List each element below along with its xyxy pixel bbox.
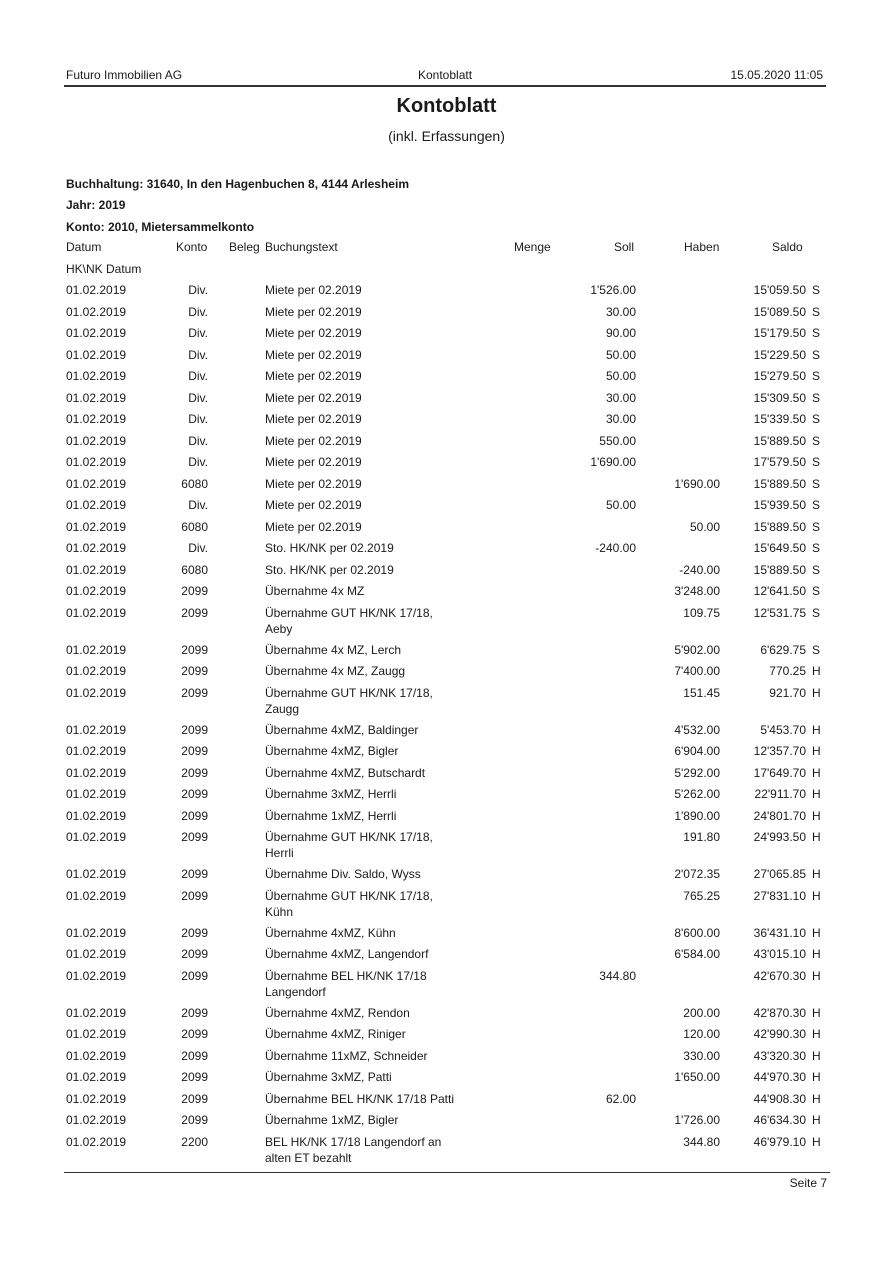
row-date: 01.02.2019 [66, 541, 127, 555]
row-buchungstext: Übernahme 4x MZ, Lerch [265, 642, 402, 657]
row-buchungstext [265, 888, 475, 920]
col-header-menge: Menge [514, 240, 551, 254]
row-buchungstext: Sto. HK/NK per 02.2019 [265, 562, 394, 577]
row-saldo-side: S [812, 390, 821, 405]
row-saldo-side: S [812, 476, 821, 491]
col-header-datum: Datum [66, 240, 102, 254]
row-saldo-side: S [812, 541, 821, 555]
col-header-saldo: Saldo [772, 240, 803, 254]
row-haben: 4'532.00 [674, 722, 720, 737]
row-buchungstext: Übernahme 4xMZ, Baldinger [265, 722, 419, 737]
table-row [0, 722, 893, 744]
table-row [0, 968, 893, 1005]
table-row [0, 325, 893, 347]
row-saldo-side: H [812, 1113, 821, 1127]
table-row [0, 1005, 893, 1027]
row-soll: -240.00 [595, 541, 636, 555]
row-haben: 5'262.00 [674, 787, 720, 801]
row-saldo: 6'629.75 [760, 642, 806, 657]
row-date: 01.02.2019 [66, 968, 127, 983]
row-saldo: 15'649.50 [753, 541, 806, 555]
table-row [0, 605, 893, 642]
row-date: 01.02.2019 [66, 1113, 127, 1127]
row-konto: 2099 [181, 685, 208, 700]
row-konto: 2099 [181, 664, 208, 678]
row-saldo-side: H [812, 1005, 821, 1020]
row-saldo: 921.70 [769, 685, 806, 700]
row-haben: 344.80 [683, 1134, 720, 1149]
row-saldo-side: H [812, 1070, 821, 1084]
table-row [0, 497, 893, 519]
row-saldo-side: S [812, 519, 821, 534]
row-date: 01.02.2019 [66, 685, 127, 700]
row-saldo: 27'831.10 [753, 888, 806, 903]
row-date: 01.02.2019 [66, 867, 127, 881]
row-saldo: 15'889.50 [753, 433, 806, 448]
row-konto: 2099 [181, 584, 208, 598]
row-saldo: 46'634.30 [753, 1113, 806, 1127]
row-saldo-side: H [812, 685, 821, 700]
row-haben: 3'248.00 [674, 584, 720, 598]
row-konto: Div. [188, 390, 208, 405]
row-buchungstext-line1: BEL HK/NK 17/18 Langendorf an [265, 1134, 442, 1149]
row-saldo-side: H [812, 664, 821, 678]
row-saldo: 15'889.50 [753, 519, 806, 534]
row-konto: 2099 [181, 765, 208, 780]
row-saldo: 15'309.50 [753, 390, 806, 405]
row-saldo-side: H [812, 765, 821, 780]
row-saldo-side: S [812, 562, 821, 577]
row-saldo-side: H [812, 722, 821, 737]
row-date: 01.02.2019 [66, 390, 127, 405]
table-row [0, 765, 893, 787]
row-saldo-side: H [812, 888, 821, 903]
row-saldo-side: S [812, 642, 821, 657]
row-buchungstext-line2: Kühn [265, 904, 294, 919]
row-haben: 151.45 [683, 685, 720, 700]
row-haben: 1'650.00 [674, 1070, 720, 1084]
row-haben: 8'600.00 [674, 925, 720, 940]
table-row [0, 583, 893, 605]
row-saldo-side: H [812, 1091, 821, 1106]
row-konto: 2099 [181, 867, 208, 881]
row-buchungstext: Miete per 02.2019 [265, 347, 362, 362]
row-date: 01.02.2019 [66, 808, 127, 823]
row-buchungstext: Miete per 02.2019 [265, 519, 362, 534]
table-row [0, 1048, 893, 1070]
footer-divider [64, 1172, 830, 1173]
row-haben: 120.00 [683, 1027, 720, 1041]
table-row [0, 663, 893, 685]
row-soll: 62.00 [605, 1091, 636, 1106]
row-buchungstext: Übernahme 4xMZ, Langendorf [265, 947, 429, 961]
row-date: 01.02.2019 [66, 584, 127, 598]
row-buchungstext [265, 968, 475, 1000]
row-haben: -240.00 [679, 562, 720, 577]
row-date: 01.02.2019 [66, 476, 127, 491]
row-buchungstext-line2: Zaugg [265, 701, 300, 716]
row-saldo: 24'993.50 [753, 830, 806, 844]
row-date: 01.02.2019 [66, 744, 127, 758]
row-konto: 2200 [181, 1134, 208, 1149]
row-saldo: 12'357.70 [753, 744, 806, 758]
row-saldo: 15'179.50 [753, 326, 806, 340]
table-row [0, 347, 893, 369]
row-date: 01.02.2019 [66, 1070, 127, 1084]
row-haben: 5'292.00 [674, 765, 720, 780]
row-konto: Div. [188, 455, 208, 469]
row-buchungstext-line2: Herrli [265, 846, 294, 860]
table-row [0, 476, 893, 498]
row-buchungstext-line2: Langendorf [265, 984, 326, 999]
row-saldo: 43'015.10 [753, 947, 806, 961]
table-row [0, 519, 893, 541]
row-saldo: 17'649.70 [753, 765, 806, 780]
row-saldo-side: S [812, 369, 821, 383]
row-buchungstext: Übernahme 4xMZ, Kühn [265, 925, 396, 940]
row-konto: Div. [188, 369, 208, 383]
row-buchungstext [265, 685, 475, 717]
table-row [0, 1112, 893, 1134]
row-saldo-side: H [812, 947, 821, 961]
row-konto: Div. [188, 412, 208, 426]
page-number: Seite 7 [789, 1176, 827, 1190]
row-haben: 50.00 [689, 519, 720, 534]
row-buchungstext: Miete per 02.2019 [265, 433, 362, 448]
row-saldo: 17'579.50 [753, 455, 806, 469]
row-saldo: 42'990.30 [753, 1027, 806, 1041]
row-date: 01.02.2019 [66, 925, 127, 940]
row-konto: Div. [188, 347, 208, 362]
row-saldo: 43'320.30 [753, 1048, 806, 1063]
row-konto: 2099 [181, 830, 208, 844]
table-row [0, 743, 893, 765]
table-row [0, 1134, 893, 1171]
row-konto: Div. [188, 498, 208, 512]
row-buchungstext: Miete per 02.2019 [265, 476, 362, 491]
row-konto: 2099 [181, 722, 208, 737]
row-konto: 2099 [181, 888, 208, 903]
row-buchungstext [265, 605, 475, 637]
table-row [0, 642, 893, 664]
row-date: 01.02.2019 [66, 1134, 127, 1149]
table-row [0, 304, 893, 326]
row-buchungstext-line1: Übernahme GUT HK/NK 17/18, [265, 830, 433, 844]
row-konto: 2099 [181, 605, 208, 620]
ledger-table [0, 282, 893, 1171]
row-konto: Div. [188, 433, 208, 448]
row-buchungstext: Übernahme Div. Saldo, Wyss [265, 867, 421, 881]
row-buchungstext [265, 829, 475, 861]
row-konto: 2099 [181, 787, 208, 801]
row-saldo: 46'979.10 [753, 1134, 806, 1149]
row-buchungstext: Miete per 02.2019 [265, 326, 362, 340]
table-row [0, 888, 893, 925]
row-buchungstext: Miete per 02.2019 [265, 283, 362, 297]
row-buchungstext: Übernahme 3xMZ, Herrli [265, 787, 397, 801]
row-saldo-side: H [812, 830, 821, 844]
row-konto: 2099 [181, 1048, 208, 1063]
row-saldo: 15'229.50 [753, 347, 806, 362]
row-saldo-side: S [812, 455, 821, 469]
table-row [0, 1091, 893, 1113]
row-buchungstext: Miete per 02.2019 [265, 412, 362, 426]
row-haben: 191.80 [683, 830, 720, 844]
row-konto: Div. [188, 283, 208, 297]
row-saldo-side: H [812, 968, 821, 983]
row-buchungstext-line2: alten ET bezahlt [265, 1150, 352, 1165]
header-divider [64, 85, 826, 87]
row-saldo: 770.25 [769, 664, 806, 678]
table-row [0, 946, 893, 968]
table-row [0, 540, 893, 562]
row-saldo-side: S [812, 347, 821, 362]
row-date: 01.02.2019 [66, 347, 127, 362]
row-konto: 6080 [181, 562, 208, 577]
row-saldo: 15'279.50 [753, 369, 806, 383]
row-haben: 200.00 [683, 1005, 720, 1020]
row-buchungstext: Miete per 02.2019 [265, 390, 362, 405]
row-buchungstext-line1: Übernahme GUT HK/NK 17/18, [265, 685, 433, 700]
row-saldo: 15'889.50 [753, 476, 806, 491]
row-saldo-side: H [812, 925, 821, 940]
table-row [0, 786, 893, 808]
row-soll: 30.00 [605, 412, 636, 426]
row-saldo-side: S [812, 584, 821, 598]
row-date: 01.02.2019 [66, 765, 127, 780]
row-konto: Div. [188, 304, 208, 319]
table-row [0, 562, 893, 584]
row-buchungstext: Übernahme 1xMZ, Bigler [265, 1113, 399, 1127]
print-datetime: 15.05.2020 11:05 [730, 68, 823, 82]
row-date: 01.02.2019 [66, 888, 127, 903]
row-date: 01.02.2019 [66, 283, 127, 297]
col-header-haben: Haben [684, 240, 720, 254]
row-haben: 765.25 [683, 888, 720, 903]
row-haben: 5'902.00 [674, 642, 720, 657]
row-buchungstext [265, 1134, 475, 1166]
page-title: Kontoblatt [396, 95, 497, 117]
company-name: Futuro Immobilien AG [66, 68, 183, 82]
row-buchungstext: Übernahme BEL HK/NK 17/18 Patti [265, 1091, 454, 1106]
row-date: 01.02.2019 [66, 1048, 127, 1063]
row-konto: 2099 [181, 1027, 208, 1041]
table-row [0, 866, 893, 888]
row-haben: 330.00 [683, 1048, 720, 1063]
row-saldo: 15'059.50 [753, 283, 806, 297]
row-date: 01.02.2019 [66, 605, 127, 620]
row-saldo-side: S [812, 283, 821, 297]
row-saldo: 12'641.50 [753, 584, 806, 598]
row-saldo: 36'431.10 [753, 925, 806, 940]
konto-info: Konto: 2010, Mietersammelkonto [66, 220, 255, 234]
row-konto: 2099 [181, 968, 208, 983]
row-buchungstext: Übernahme 1xMZ, Herrli [265, 808, 397, 823]
row-saldo-side: S [812, 412, 821, 426]
row-soll: 50.00 [605, 498, 636, 512]
row-date: 01.02.2019 [66, 433, 127, 448]
row-konto: 2099 [181, 808, 208, 823]
row-buchungstext: Übernahme 4xMZ, Rendon [265, 1005, 410, 1020]
row-saldo: 15'939.50 [753, 498, 806, 512]
col-header-beleg: Beleg [229, 240, 260, 254]
row-soll: 550.00 [599, 433, 636, 448]
row-buchungstext: Miete per 02.2019 [265, 304, 362, 319]
row-buchungstext-line1: Übernahme GUT HK/NK 17/18, [265, 605, 433, 620]
row-saldo-side: S [812, 605, 821, 620]
row-buchungstext: Übernahme 4xMZ, Butschardt [265, 765, 426, 780]
row-konto: 2099 [181, 1091, 208, 1106]
row-saldo-side: H [812, 787, 821, 801]
row-saldo: 44'908.30 [753, 1091, 806, 1106]
row-date: 01.02.2019 [66, 304, 127, 319]
row-buchungstext: Übernahme 4x MZ [265, 584, 365, 598]
table-row [0, 808, 893, 830]
row-saldo-side: S [812, 326, 821, 340]
row-haben: 7'400.00 [674, 664, 720, 678]
row-date: 01.02.2019 [66, 947, 127, 961]
row-saldo: 24'801.70 [753, 808, 806, 823]
row-saldo-side: H [812, 1134, 821, 1149]
row-saldo: 44'970.30 [753, 1070, 806, 1084]
row-date: 01.02.2019 [66, 642, 127, 657]
row-saldo: 5'453.70 [760, 722, 806, 737]
row-buchungstext: Übernahme 4xMZ, Bigler [265, 744, 399, 758]
row-haben: 2'072.35 [674, 867, 720, 881]
col-header-soll: Soll [614, 240, 635, 254]
table-row [0, 454, 893, 476]
table-row [0, 411, 893, 433]
row-soll: 50.00 [605, 347, 636, 362]
row-soll: 90.00 [605, 326, 636, 340]
row-date: 01.02.2019 [66, 1005, 127, 1020]
row-konto: Div. [188, 541, 208, 555]
row-buchungstext-line1: Übernahme GUT HK/NK 17/18, [265, 888, 433, 903]
row-date: 01.02.2019 [66, 412, 127, 426]
buchhaltung-info: Buchhaltung: 31640, In den Hagenbuchen 8, 4144 Arlesheim [66, 177, 409, 191]
row-buchungstext: Übernahme 3xMZ, Patti [265, 1070, 392, 1084]
row-date: 01.02.2019 [66, 1091, 127, 1106]
row-soll: 344.80 [599, 968, 636, 983]
row-date: 01.02.2019 [66, 326, 127, 340]
row-buchungstext: Übernahme 4xMZ, Riniger [265, 1027, 406, 1041]
jahr-info: Jahr: 2019 [66, 198, 126, 212]
table-row [0, 925, 893, 947]
row-saldo: 15'889.50 [753, 562, 806, 577]
row-buchungstext: Sto. HK/NK per 02.2019 [265, 541, 394, 555]
row-haben: 6'584.00 [674, 947, 720, 961]
row-konto: 2099 [181, 925, 208, 940]
table-row [0, 1026, 893, 1048]
row-date: 01.02.2019 [66, 787, 127, 801]
row-buchungstext: Miete per 02.2019 [265, 455, 362, 469]
row-date: 01.02.2019 [66, 830, 127, 844]
row-saldo: 22'911.70 [754, 787, 806, 801]
row-saldo: 15'089.50 [753, 304, 806, 319]
row-saldo-side: S [812, 433, 821, 448]
row-date: 01.02.2019 [66, 562, 127, 577]
table-row [0, 433, 893, 455]
row-konto: 2099 [181, 1113, 208, 1127]
row-date: 01.02.2019 [66, 722, 127, 737]
row-konto: 2099 [181, 947, 208, 961]
row-date: 01.02.2019 [66, 664, 127, 678]
col-header-konto: Konto [176, 240, 208, 254]
row-saldo-side: H [812, 808, 821, 823]
table-row [0, 829, 893, 866]
col-header-buchungstext: Buchungstext [265, 240, 338, 254]
row-konto: 2099 [181, 1005, 208, 1020]
header-doc-title: Kontoblatt [418, 68, 473, 82]
row-saldo-side: H [812, 744, 821, 758]
row-buchungstext: Miete per 02.2019 [265, 369, 362, 383]
row-soll: 30.00 [605, 390, 636, 405]
row-saldo-side: H [812, 1048, 821, 1063]
row-date: 01.02.2019 [66, 1027, 127, 1041]
row-saldo-side: H [812, 867, 821, 881]
row-soll: 1'526.00 [590, 283, 636, 297]
row-buchungstext: Übernahme 11xMZ, Schneider [265, 1048, 428, 1063]
row-soll: 1'690.00 [590, 455, 636, 469]
row-saldo: 15'339.50 [753, 412, 806, 426]
row-konto: 6080 [181, 476, 208, 491]
row-konto: 2099 [181, 744, 208, 758]
row-saldo: 27'065.85 [753, 867, 806, 881]
row-saldo: 12'531.75 [753, 605, 806, 620]
row-date: 01.02.2019 [66, 369, 127, 383]
page-subtitle: (inkl. Erfassungen) [388, 128, 505, 144]
row-buchungstext-line2: Aeby [265, 621, 293, 636]
row-soll: 30.00 [605, 304, 636, 319]
row-buchungstext-line1: Übernahme BEL HK/NK 17/18 [265, 968, 427, 983]
table-row [0, 1069, 893, 1091]
row-haben: 6'904.00 [674, 744, 720, 758]
row-saldo-side: H [812, 1027, 821, 1041]
col-header-hknk-datum: HK\NK Datum [66, 262, 142, 276]
row-saldo: 42'870.30 [753, 1005, 806, 1020]
row-date: 01.02.2019 [66, 498, 127, 512]
row-haben: 1'890.00 [674, 808, 720, 823]
row-haben: 1'690.00 [674, 476, 720, 491]
table-row [0, 368, 893, 390]
row-konto: 2099 [181, 1070, 208, 1084]
table-row [0, 282, 893, 304]
row-saldo-side: S [812, 304, 821, 319]
table-row [0, 685, 893, 722]
row-konto: Div. [188, 326, 208, 340]
row-soll: 50.00 [605, 369, 636, 383]
row-saldo-side: S [812, 498, 821, 512]
row-konto: 6080 [181, 519, 208, 534]
row-buchungstext: Miete per 02.2019 [265, 498, 362, 512]
row-date: 01.02.2019 [66, 455, 127, 469]
row-date: 01.02.2019 [66, 519, 127, 534]
row-haben: 109.75 [683, 605, 720, 620]
row-buchungstext: Übernahme 4x MZ, Zaugg [265, 664, 406, 678]
row-haben: 1'726.00 [674, 1113, 720, 1127]
table-row [0, 390, 893, 412]
row-saldo: 42'670.30 [753, 968, 806, 983]
row-konto: 2099 [181, 642, 208, 657]
